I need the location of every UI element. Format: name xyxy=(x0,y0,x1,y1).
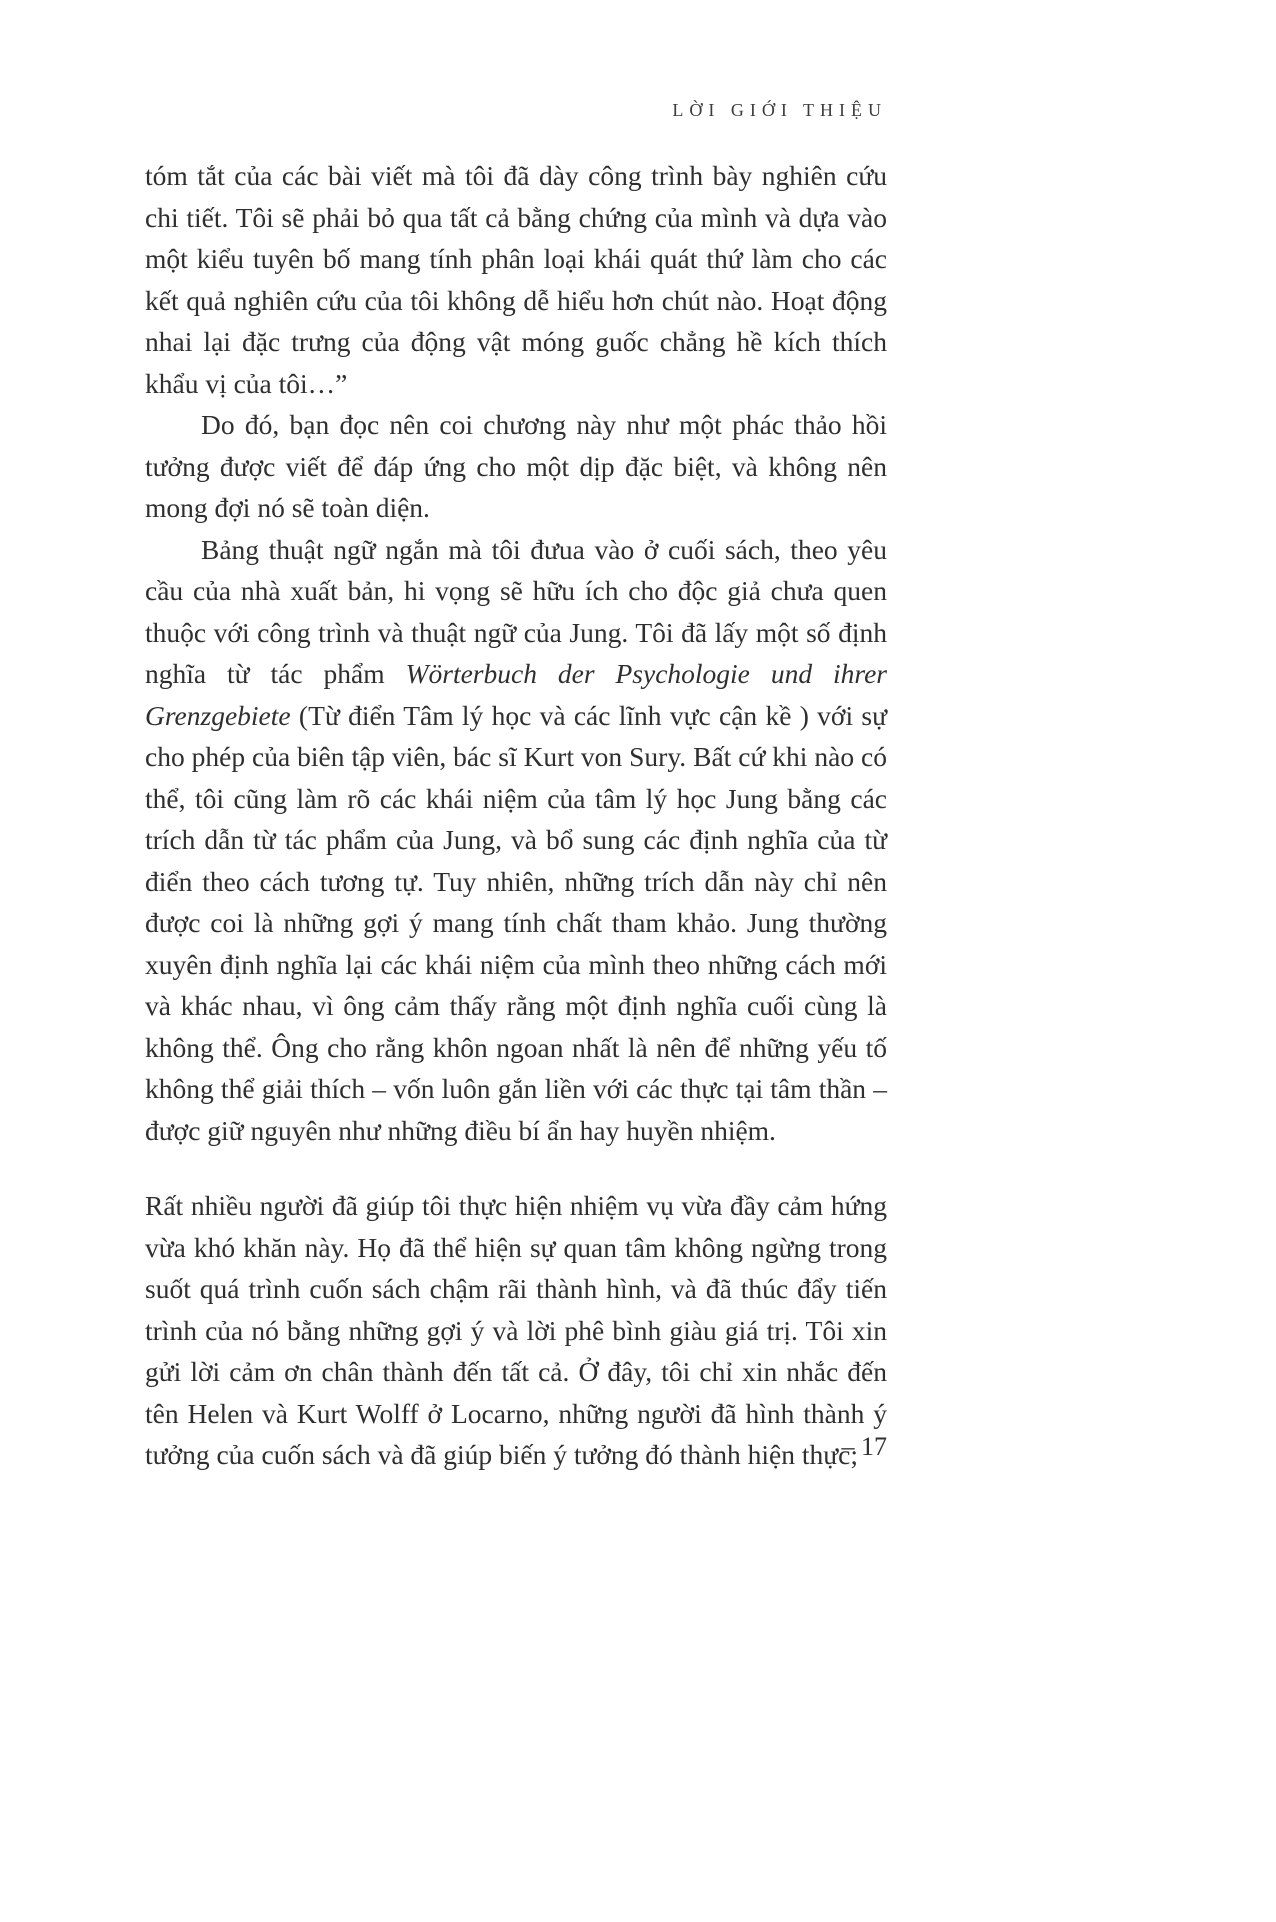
paragraph xyxy=(145,404,887,529)
text-run: (Từ điển Tâm lý học và các lĩnh vực cận kề ) với sự cho phép của biên tập viên, bác sĩ Kurt von Sury. Bất cứ khi nào có thể, tôi cũng làm rõ các khái niệm của tâm lý học Jung bằng các trích dẫn từ tác phẩm của Jung, và bổ sung các định nghĩa của từ điển theo cách tương tự. Tuy nhiên, những trích dẫn này chỉ nên được coi là những gợi ý mang tính chất tham khảo. Jung thường xuyên định nghĩa lại các khái niệm của mình theo những cách mới và khác nhau, vì ông cảm thấy rằng một định nghĩa cuối cùng là không thể. Ông cho rằng khôn ngoan nhất là nên để những yếu tố không thể giải thích – vốn luôn gắn liền với các thực tại tâm thần – được giữ nguyên như những điều bí ẩn hay huyền nhiệm. xyxy=(145,699,887,1146)
text-run: Rất nhiều người đã giúp tôi thực hiện nhiệm vụ vừa đầy cảm hứng vừa khó khăn này. Họ đã thể hiện sự quan tâm không ngừng trong suốt quá trình cuốn sách chậm rãi thành hình, và đã thúc đẩy tiến trình của nó bằng những gợi ý và lời phê bình giàu giá trị. Tôi xin gửi lời cảm ơn chân thành đến tất cả. Ở đây, tôi chỉ xin nhắc đến tên Helen và Kurt Wolff ở Locarno, những người đã hình thành ý tưởng của cuốn sách và đã giúp biến ý tưởng đó thành hiện thực; xyxy=(145,1190,887,1470)
paragraph xyxy=(145,155,887,404)
book-title-italic: Wörterbuch der Psychologie und ihrer Grenzgebiete xyxy=(145,658,888,731)
page-number: – 17 xyxy=(841,1432,887,1461)
text-run: tóm tắt của các bài viết mà tôi đã dày công trình bày nghiên cứu chi tiết. Tôi sẽ phải bỏ qua tất cả bằng chứng của mình và dựa vào một kiểu tuyên bố mang tính phân loại khái quát thứ làm cho các kết quả nghiên cứu của tôi không dễ hiểu hơn chút nào. Hoạt động nhai lại đặc trưng của động vật móng guốc chẳng hề kích thích khẩu vị của tôi…” xyxy=(145,160,887,399)
paragraph xyxy=(145,529,887,1152)
text-run: Do đó, bạn đọc nên coi chương này như một phác thảo hồi tưởng được viết để đáp ứng cho một dịp đặc biệt, và không nên mong đợi nó sẽ toàn diện. xyxy=(145,409,887,523)
running-header: LỜI GIỚI THIỆU xyxy=(672,100,887,120)
text-run: Bảng thuật ngữ ngắn mà tôi đưua vào ở cuối sách, theo yêu cầu của nhà xuất bản, hi vọng sẽ hữu ích cho độc giả chưa quen thuộc với công trình và thuật ngữ của Jung. Tôi đã lấy một số định nghĩa từ tác phẩm xyxy=(145,533,887,689)
content-column xyxy=(145,0,887,1476)
body-text xyxy=(145,155,887,1476)
